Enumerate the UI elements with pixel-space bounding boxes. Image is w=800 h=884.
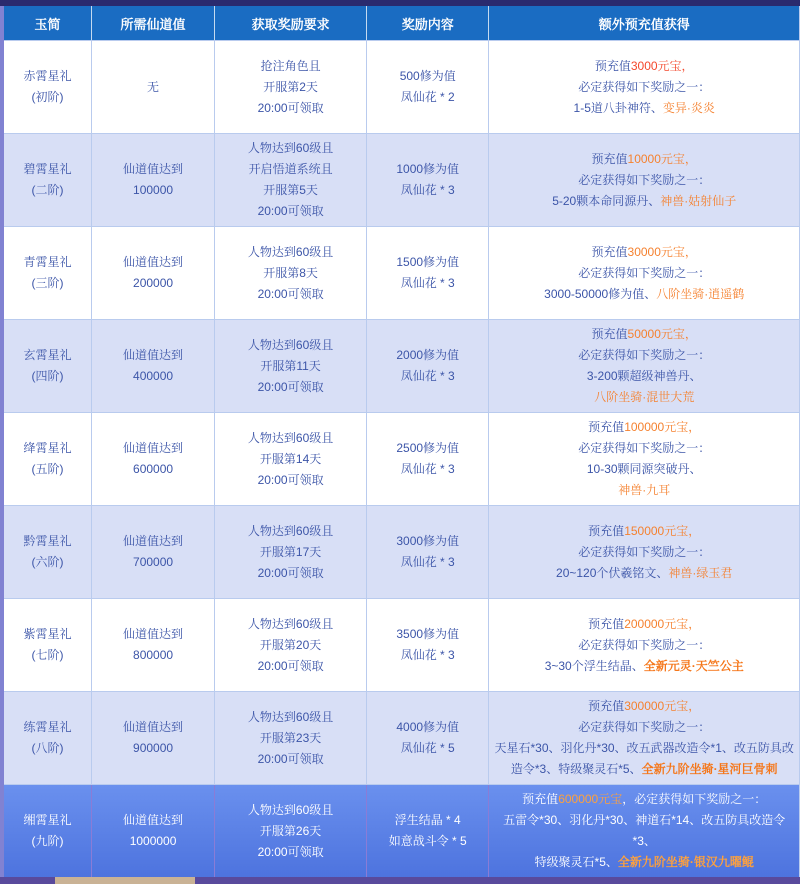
cell-line: 凤仙花 * 3	[400, 276, 455, 290]
cell-line: 凤仙花 * 5	[400, 741, 455, 755]
bonus-line	[493, 563, 795, 584]
bonus-line	[493, 459, 795, 480]
cell-line: 人物达到60级且	[247, 802, 334, 817]
bonus-line	[493, 635, 795, 656]
need-cell	[91, 785, 214, 878]
reward-cell	[367, 41, 489, 134]
cell-line: 人物达到60级且	[247, 616, 334, 631]
cell-line: 仙道值达到	[123, 720, 184, 734]
highlighted-text: 150000元宝，	[624, 523, 701, 538]
table-row	[4, 785, 799, 878]
bonus-line	[493, 480, 795, 501]
bonus-line	[493, 542, 795, 563]
cell-line: 仙道值达到	[123, 441, 184, 455]
plain-text: 必定获得如下奖励之一：	[578, 720, 711, 734]
cell-line: 1000修为值	[396, 162, 460, 176]
bonus-line	[493, 852, 795, 873]
bonus-line	[493, 366, 795, 387]
bonus-line	[493, 191, 795, 212]
table-bottom-border	[0, 877, 800, 884]
reward-table-wrapper	[0, 6, 800, 877]
plain-text: 必定获得如下奖励之一：	[578, 441, 711, 455]
need-cell	[91, 134, 214, 227]
cell-line: 20:00可领取	[257, 472, 324, 487]
plain-text: 必定获得如下奖励之一：	[578, 172, 711, 187]
cell-line: 100000	[133, 183, 174, 197]
highlighted-text: 神兽·姑射仙子	[660, 193, 737, 208]
tier-cell	[4, 134, 91, 227]
reward-cell	[367, 506, 489, 599]
need-cell	[91, 599, 214, 692]
plain-text: ，必定获得如下奖励之一：	[622, 792, 767, 806]
highlighted-text: 10000元宝，	[627, 151, 697, 166]
bonus-line	[493, 98, 795, 119]
table-row	[4, 692, 799, 785]
bonus-line	[493, 521, 795, 542]
table-row	[4, 320, 799, 413]
cell-line: 凤仙花 * 3	[400, 648, 455, 662]
requirement-cell	[215, 785, 367, 878]
highlighted-text: 300000元宝，	[624, 699, 701, 713]
plain-text: 预充值	[591, 244, 628, 259]
cell-line: (五阶)	[31, 462, 64, 476]
cell-line: 20:00可领取	[257, 658, 324, 673]
bonus-line	[493, 77, 795, 98]
cell-line: 无	[147, 79, 160, 94]
highlighted-text: 50000元宝，	[627, 327, 697, 341]
background-artifact	[55, 877, 195, 884]
reward-cell	[367, 320, 489, 413]
need-cell	[91, 692, 214, 785]
bonus-line	[493, 345, 795, 366]
bonus-cell	[489, 413, 799, 506]
highlighted-text: 200000元宝，	[624, 616, 701, 631]
cell-line: 800000	[133, 648, 174, 662]
cell-line: 抢注角色且	[260, 58, 321, 73]
plain-text: 3000-50000修为值、	[544, 286, 657, 301]
reward-cell	[367, 785, 489, 878]
requirement-cell	[215, 320, 367, 413]
cell-line: 20:00可领取	[257, 100, 324, 115]
cell-line: 2500修为值	[396, 441, 460, 455]
bonus-line	[493, 149, 795, 170]
highlighted-text: 30000元宝，	[627, 244, 697, 259]
table-row	[4, 599, 799, 692]
cell-line: 700000	[133, 555, 174, 569]
plain-text: 特级聚灵石*5、	[534, 855, 618, 869]
cell-line: 人物达到60级且	[247, 244, 334, 259]
bonus-line	[493, 56, 795, 77]
cell-line: 人物达到60级且	[247, 141, 334, 155]
cell-line: 凤仙花 * 3	[400, 462, 455, 476]
cell-line: 开启悟道系统且	[248, 162, 333, 176]
plain-text: 预充值	[588, 699, 625, 713]
cell-line: 凤仙花 * 3	[400, 555, 455, 569]
bonus-cell	[489, 692, 799, 785]
cell-line: 赤霄星礼	[23, 69, 72, 83]
plain-text: 必定获得如下奖励之一：	[578, 348, 711, 362]
cell-line: 500修为值	[399, 69, 456, 83]
bonus-cell	[489, 41, 799, 134]
cell-line: 开服第5天	[263, 183, 318, 197]
cell-line: 20:00可领取	[257, 379, 324, 394]
bonus-line	[493, 284, 795, 305]
plain-text: 五雷令*30、羽化丹*30、神道石*14、改五防具改造令*3、	[503, 813, 786, 848]
reward-cell	[367, 692, 489, 785]
tier-cell	[4, 41, 91, 134]
highlighted-text: 全新九阶坐骑·银汉九曜鲲	[617, 855, 754, 869]
cell-line: (初阶)	[31, 90, 64, 104]
cell-line: 仙道值达到	[123, 255, 184, 269]
cell-line: 仙道值达到	[123, 162, 184, 176]
bonus-line	[493, 614, 795, 635]
cell-line: 200000	[133, 276, 174, 290]
bonus-line	[493, 810, 795, 852]
cell-line: 仙道值达到	[123, 813, 184, 827]
cell-line: 人物达到60级且	[247, 709, 334, 724]
bonus-cell	[489, 134, 799, 227]
cell-line: (二阶)	[31, 183, 64, 197]
plain-text: 3-200颗超级神兽丹、	[586, 369, 702, 383]
reward-cell	[367, 227, 489, 320]
cell-line: 凤仙花 * 3	[400, 369, 455, 383]
bonus-line	[493, 656, 795, 677]
cell-line: 开服第20天	[259, 637, 322, 652]
plain-text: 3~30个浮生结晶、	[544, 658, 644, 673]
cell-line: (六阶)	[31, 555, 64, 569]
bonus-line	[493, 387, 795, 408]
plain-text: 必定获得如下奖励之一：	[578, 544, 711, 559]
requirement-cell	[215, 692, 367, 785]
plain-text: 必定获得如下奖励之一：	[578, 637, 711, 652]
cell-line: 3500修为值	[396, 627, 460, 641]
cell-line: 凤仙花 * 3	[400, 183, 455, 197]
highlighted-text: 神兽·九耳	[618, 483, 671, 497]
bonus-line	[493, 263, 795, 284]
tier-cell	[4, 506, 91, 599]
header-row	[4, 6, 799, 41]
cell-line: 开服第17天	[259, 544, 322, 559]
highlighted-text: 全新元灵·天竺公主	[643, 658, 744, 673]
cell-line: (七阶)	[31, 648, 64, 662]
bonus-cell	[489, 785, 799, 878]
highlighted-text: 全新九阶坐骑·星河巨骨刺	[641, 762, 778, 776]
cell-line: 如意战斗令 * 5	[388, 834, 467, 848]
bonus-cell	[489, 227, 799, 320]
column-header-3: 获取奖励要求	[215, 6, 367, 41]
bonus-line	[493, 170, 795, 191]
cell-line: 4000修为值	[396, 720, 460, 734]
plain-text: 1-5道八卦神符、	[573, 100, 663, 115]
cell-line: 开服第14天	[259, 451, 322, 466]
cell-line: 开服第11天	[260, 358, 321, 373]
tier-cell	[4, 227, 91, 320]
cell-line: 2000修为值	[396, 348, 460, 362]
table-row	[4, 506, 799, 599]
reward-table	[4, 6, 799, 877]
cell-line: 20:00可领取	[257, 286, 324, 301]
cell-line: 练霄星礼	[23, 720, 72, 734]
cell-line: (三阶)	[31, 276, 64, 290]
plain-text: 天星石*30、羽化丹*30、改五武器改造令*1、改五防具改造令*3、特级聚灵石*5、	[494, 741, 794, 776]
cell-line: 缃霄星礼	[23, 813, 72, 827]
column-header-5: 额外预充值获得	[489, 6, 799, 41]
need-cell	[91, 506, 214, 599]
cell-line: 人物达到60级且	[247, 337, 334, 352]
highlighted-text: 八阶坐骑·逍遥鹤	[656, 286, 745, 301]
plain-text: 必定获得如下奖励之一：	[578, 265, 711, 280]
plain-text: 必定获得如下奖励之一：	[578, 79, 711, 94]
bonus-cell	[489, 599, 799, 692]
tier-cell	[4, 413, 91, 506]
plain-text: 预充值	[588, 616, 625, 631]
tier-cell	[4, 599, 91, 692]
bonus-line	[493, 242, 795, 263]
cell-line: 玄霄星礼	[23, 348, 72, 362]
cell-line: 3000修为值	[396, 534, 460, 548]
plain-text: 预充值	[594, 58, 631, 73]
cell-line: 20:00可领取	[257, 565, 324, 580]
cell-line: (八阶)	[31, 741, 64, 755]
cell-line: 开服第2天	[263, 79, 318, 94]
plain-text: 10-30颗同源突破丹、	[586, 462, 702, 476]
cell-line: (四阶)	[31, 369, 64, 383]
highlighted-text: 3000元宝，	[630, 58, 694, 73]
bonus-line	[493, 417, 795, 438]
plain-text: 预充值	[588, 523, 625, 538]
requirement-cell	[215, 413, 367, 506]
tier-cell	[4, 320, 91, 413]
bonus-line	[493, 324, 795, 345]
tier-cell	[4, 785, 91, 878]
table-row	[4, 227, 799, 320]
cell-line: 碧霄星礼	[23, 162, 72, 176]
plain-text: 预充值	[591, 327, 628, 341]
reward-cell	[367, 599, 489, 692]
cell-line: 1500修为值	[396, 255, 460, 269]
column-header-4: 奖励内容	[367, 6, 489, 41]
bonus-line	[493, 717, 795, 738]
cell-line: 仙道值达到	[123, 627, 184, 641]
bonus-line	[493, 438, 795, 459]
highlighted-text: 八阶坐骑·混世大荒	[594, 390, 695, 404]
cell-line: 紫霄星礼	[23, 627, 72, 641]
table-row	[4, 134, 799, 227]
cell-line: 开服第26天	[259, 823, 322, 838]
need-cell	[91, 320, 214, 413]
cell-line: 浮生结晶 * 4	[394, 813, 461, 827]
plain-text: 预充值	[591, 151, 628, 166]
plain-text: 20~120个伏羲铭文、	[556, 565, 669, 580]
cell-line: 开服第8天	[263, 265, 318, 280]
bonus-cell	[489, 506, 799, 599]
highlighted-text: 神兽·绿玉君	[668, 565, 733, 580]
bonus-line	[493, 738, 795, 780]
cell-line: 400000	[133, 369, 174, 383]
need-cell	[91, 227, 214, 320]
table-row	[4, 41, 799, 134]
highlighted-text: 100000元宝，	[624, 420, 701, 434]
cell-line: 青霄星礼	[23, 255, 72, 269]
plain-text: 5-20颗本命同源丹、	[552, 193, 661, 208]
requirement-cell	[215, 506, 367, 599]
column-header-2: 所需仙道值	[91, 6, 214, 41]
cell-line: 仙道值达到	[123, 348, 184, 362]
need-cell	[91, 41, 214, 134]
cell-line: 人物达到60级且	[247, 523, 334, 538]
cell-line: 仙道值达到	[123, 534, 184, 548]
cell-line: 1000000	[129, 834, 177, 848]
requirement-cell	[215, 41, 367, 134]
reward-cell	[367, 413, 489, 506]
reward-cell	[367, 134, 489, 227]
highlighted-text: 600000元宝	[558, 792, 623, 806]
highlighted-text: 变异·炎炎	[662, 100, 715, 115]
bonus-line	[493, 789, 795, 810]
cell-line: 开服第23天	[259, 730, 322, 745]
cell-line: 20:00可领取	[257, 751, 324, 766]
table-body	[4, 41, 799, 878]
cell-line: 600000	[133, 462, 174, 476]
cell-line: 900000	[133, 741, 174, 755]
plain-text: 预充值	[522, 792, 559, 806]
cell-line: 20:00可领取	[257, 204, 324, 218]
requirement-cell	[215, 227, 367, 320]
cell-line: 绛霄星礼	[23, 441, 72, 455]
cell-line: (九阶)	[31, 834, 64, 848]
tier-cell	[4, 692, 91, 785]
requirement-cell	[215, 134, 367, 227]
cell-line: 人物达到60级且	[247, 430, 334, 445]
bonus-line	[493, 696, 795, 717]
plain-text: 预充值	[588, 420, 625, 434]
bonus-cell	[489, 320, 799, 413]
cell-line: 凤仙花 * 2	[400, 90, 455, 104]
need-cell	[91, 413, 214, 506]
cell-line: 黔霄星礼	[23, 534, 72, 548]
cell-line: 20:00可领取	[257, 844, 324, 859]
column-header-1: 玉简	[4, 6, 91, 41]
table-row	[4, 413, 799, 506]
requirement-cell	[215, 599, 367, 692]
